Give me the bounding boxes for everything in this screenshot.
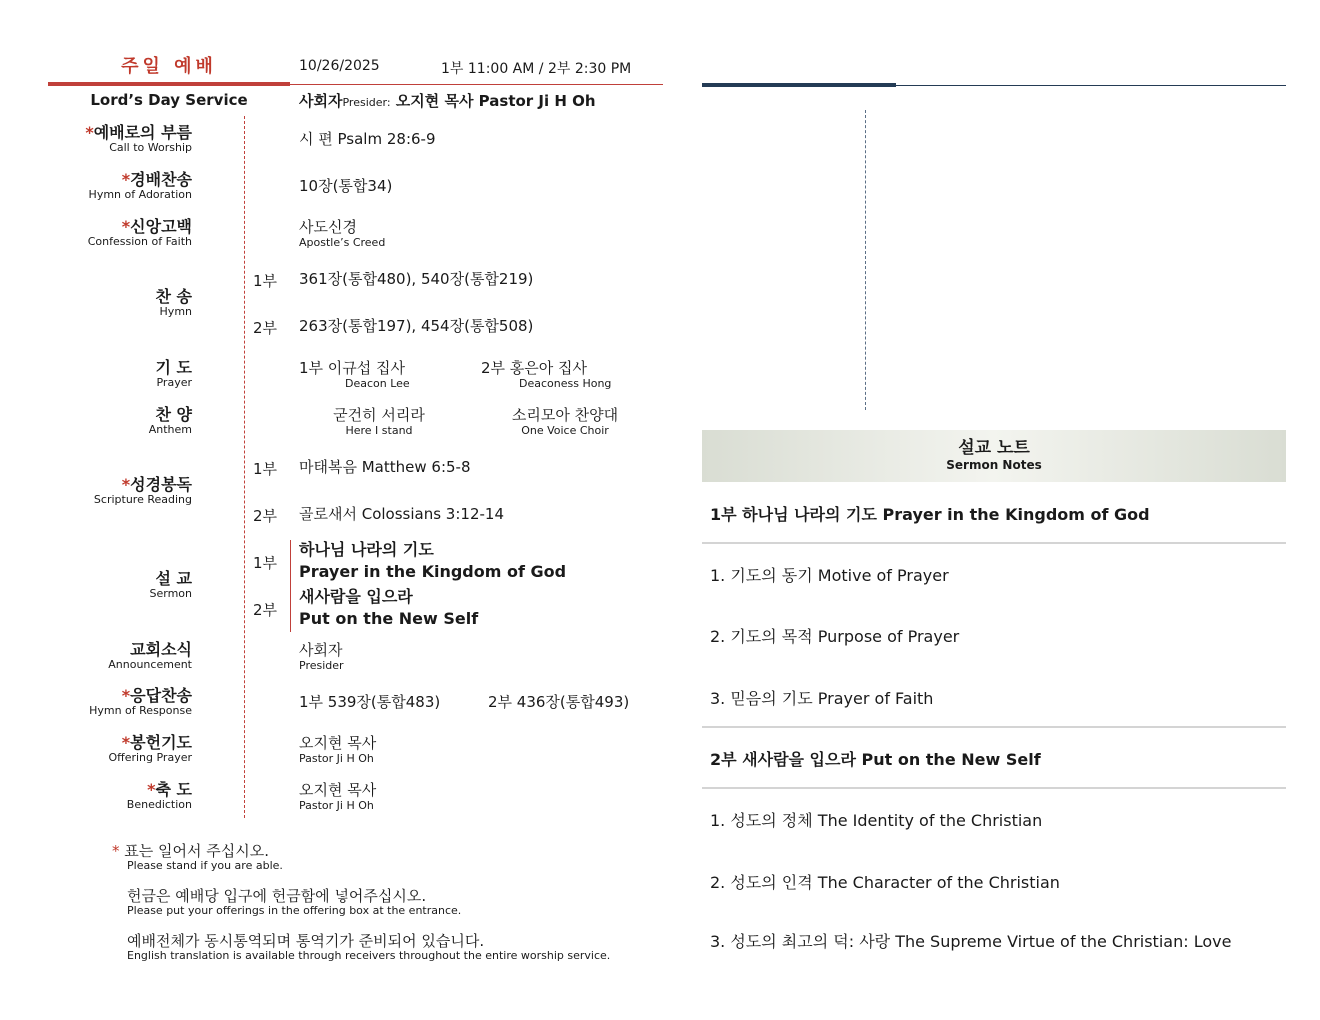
order-label-hymn	[48, 288, 192, 318]
content-text: 마태복음 Matthew 6:5-8	[299, 458, 471, 476]
service-title: 주일 예배	[121, 56, 217, 77]
service-date: 10/26/2025	[299, 58, 380, 74]
order-content-response-1	[299, 693, 440, 712]
sermon-title-en: Put on the New Self	[299, 609, 479, 628]
label-en: Call to Worship	[109, 141, 192, 154]
label-en: Benediction	[126, 798, 192, 811]
presider-line	[299, 90, 596, 111]
label-en: Hymn	[159, 305, 192, 318]
label-en: Sermon	[149, 587, 192, 600]
notes-divider	[702, 542, 1286, 544]
sermon-title-ko: 하나님 나라의 기도	[299, 540, 434, 559]
label-en: Announcement	[108, 658, 192, 671]
anthem-choir	[490, 406, 640, 437]
label-ko: 찬 송	[155, 287, 192, 306]
label-ko: 봉헌기도	[130, 733, 192, 752]
standing-star: *	[121, 733, 131, 752]
content-text-en: Pastor Ji H Oh	[299, 752, 374, 765]
standing-star: *	[121, 475, 131, 494]
part-1-label: 1부	[253, 554, 278, 572]
prayer-leader-en: Deacon Lee	[345, 377, 410, 390]
content-text: 사회자	[299, 641, 343, 659]
label-ko: 신앙고백	[130, 217, 192, 236]
label-en: Scripture Reading	[93, 493, 192, 506]
order-content-scripture-1	[299, 458, 471, 477]
content-text: 2부 436장(통합493)	[488, 693, 630, 711]
content-text-en: Apostle’s Creed	[299, 236, 386, 249]
content-text: 263장(통합197), 454장(통합508)	[299, 317, 534, 335]
anthem-title-ko: 굳건히 서리라	[333, 406, 425, 424]
prayer-leader-ko: 1부 이규섭 집사	[299, 359, 406, 377]
header-rule-red	[48, 82, 290, 86]
anthem-title-en: Here I stand	[345, 424, 413, 437]
notes-point: 1. 기도의 동기 Motive of Prayer	[710, 566, 949, 585]
sermon-2	[299, 586, 478, 630]
order-content-hymn-1	[299, 270, 533, 289]
service-times: 1부 11:00 AM / 2부 2:30 PM	[441, 61, 632, 77]
order-divider	[244, 116, 245, 818]
notice-translation	[112, 932, 610, 962]
content-text: 10장(통합34)	[299, 177, 393, 195]
header-rule-thin	[290, 84, 663, 85]
notes-section-heading: 2부 새사람을 입으라 Put on the New Self	[710, 750, 1041, 769]
notice-ko: 예배전체가 동시통역되며 통역기가 준비되어 있습니다.	[127, 932, 485, 950]
label-en: Hymn of Adoration	[88, 188, 192, 201]
right-header-rule	[702, 83, 896, 87]
sermon-notes-title-ko: 설교 노트	[958, 438, 1030, 458]
notes-point: 3. 믿음의 기도 Prayer of Faith	[710, 689, 934, 708]
label-ko: 예배로의 부름	[93, 123, 192, 142]
notice-en: English translation is available through receivers throughout the entire worship service.	[127, 949, 611, 962]
order-label-confession-of-faith	[48, 218, 192, 248]
part-2-label: 2부	[253, 507, 278, 525]
notes-point: 2. 성도의 인격 The Character of the Christian	[710, 873, 1060, 892]
label-en: Anthem	[148, 423, 192, 436]
label-ko: 축 도	[155, 780, 192, 799]
part-2-label: 2부	[253, 601, 278, 619]
content-text: 361장(통합480), 540장(통합219)	[299, 270, 534, 288]
label-en: Prayer	[156, 376, 192, 389]
order-label-announcement	[48, 641, 192, 671]
content-text: 오지현 목사	[299, 734, 377, 752]
order-content-announcement	[299, 641, 344, 672]
order-content-scripture-2	[299, 505, 504, 524]
order-label-scripture-reading	[48, 476, 192, 506]
sermon-notes-title-en: Sermon Notes	[946, 458, 1042, 472]
notice-en: Please put your offerings in the offering box at the entrance.	[127, 904, 462, 917]
service-subtitle: Lord’s Day Service	[90, 91, 248, 109]
order-content-hymn-of-adoration	[299, 177, 392, 196]
prayer-leader-1	[299, 359, 457, 390]
order-label-hymn-of-adoration	[48, 171, 192, 201]
notes-section-heading: 1부 하나님 나라의 기도 Prayer in the Kingdom of God	[710, 505, 1150, 524]
label-en: Confession of Faith	[87, 235, 192, 248]
standing-star: *	[121, 170, 131, 189]
order-label-anthem	[48, 406, 192, 436]
label-ko: 설 교	[155, 569, 192, 588]
order-label-prayer	[48, 359, 192, 389]
order-content-call-to-worship	[299, 130, 436, 149]
standing-star: *	[112, 842, 120, 860]
anthem-choir-ko: 소리모아 찬양대	[511, 406, 619, 424]
order-label-sermon	[48, 570, 192, 600]
label-ko: 성경봉독	[130, 475, 192, 494]
notes-point: 2. 기도의 목적 Purpose of Prayer	[710, 627, 960, 646]
right-dashed-divider	[865, 110, 866, 410]
part-2-label: 2부	[253, 319, 278, 337]
sermon-1	[299, 539, 566, 583]
standing-star: *	[121, 217, 131, 236]
notice-en: Please stand if you are able.	[127, 859, 283, 872]
label-ko: 경배찬송	[130, 170, 192, 189]
anthem-choir-en: One Voice Choir	[521, 424, 609, 437]
standing-star: *	[147, 780, 156, 799]
label-ko: 기 도	[155, 358, 192, 377]
prayer-leader-en: Deaconess Hong	[519, 377, 612, 390]
order-content-confession-of-faith	[299, 218, 385, 249]
order-content-hymn-2	[299, 317, 533, 336]
part-1-label: 1부	[253, 460, 278, 478]
content-text: 사도신경	[299, 218, 357, 236]
label-ko: 응답찬송	[130, 686, 192, 705]
notice-offering	[112, 887, 461, 917]
order-label-call-to-worship	[48, 124, 192, 154]
order-label-benediction	[48, 781, 192, 811]
label-ko: 찬 양	[155, 405, 192, 424]
content-text: 골로새서 Colossians 3:12-14	[299, 505, 504, 523]
presider-name: 오지현 목사 Pastor Ji H Oh	[395, 92, 596, 110]
prayer-leader-ko: 2부 홍은아 집사	[481, 359, 588, 377]
sermon-title-en: Prayer in the Kingdom of God	[299, 562, 567, 581]
content-text: 시 편 Psalm 28:6-9	[299, 130, 436, 148]
notes-divider	[702, 726, 1286, 728]
anthem-title	[305, 406, 453, 437]
order-content-offering-prayer	[299, 734, 376, 765]
presider-en: Presider:	[342, 96, 391, 109]
sermon-bar	[290, 540, 291, 632]
order-content-response-2	[488, 693, 629, 712]
content-text-en: Presider	[299, 659, 344, 672]
standing-star: *	[85, 123, 94, 142]
presider-ko: 사회자	[299, 92, 343, 110]
label-ko: 교회소식	[130, 640, 192, 659]
label-en: Hymn of Response	[89, 704, 192, 717]
notes-divider	[702, 787, 1286, 789]
part-1-label: 1부	[253, 272, 278, 290]
sermon-title-ko: 새사람을 입으라	[299, 587, 413, 606]
prayer-leader-2	[481, 359, 611, 390]
content-text: 1부 539장(통합483)	[299, 693, 441, 711]
standing-star: *	[121, 686, 131, 705]
order-label-hymn-of-response	[48, 687, 192, 717]
order-content-benediction	[299, 781, 376, 812]
right-header-rule-thin	[896, 85, 1286, 86]
notes-point: 1. 성도의 정체 The Identity of the Christian	[710, 811, 1043, 830]
order-label-offering-prayer	[48, 734, 192, 764]
notice-ko: 헌금은 예배당 입구에 헌금함에 넣어주십시오.	[127, 887, 427, 905]
notice-standing	[112, 842, 283, 872]
label-en: Offering Prayer	[108, 751, 192, 764]
notice-ko: 표는 일어서 주십시오.	[124, 842, 269, 860]
notes-point: 3. 성도의 최고의 덕: 사랑 The Supreme Virtue of the Christian: Love	[710, 932, 1232, 951]
content-text: 오지현 목사	[299, 781, 377, 799]
content-text-en: Pastor Ji H Oh	[299, 799, 374, 812]
sermon-notes-header	[702, 430, 1286, 482]
